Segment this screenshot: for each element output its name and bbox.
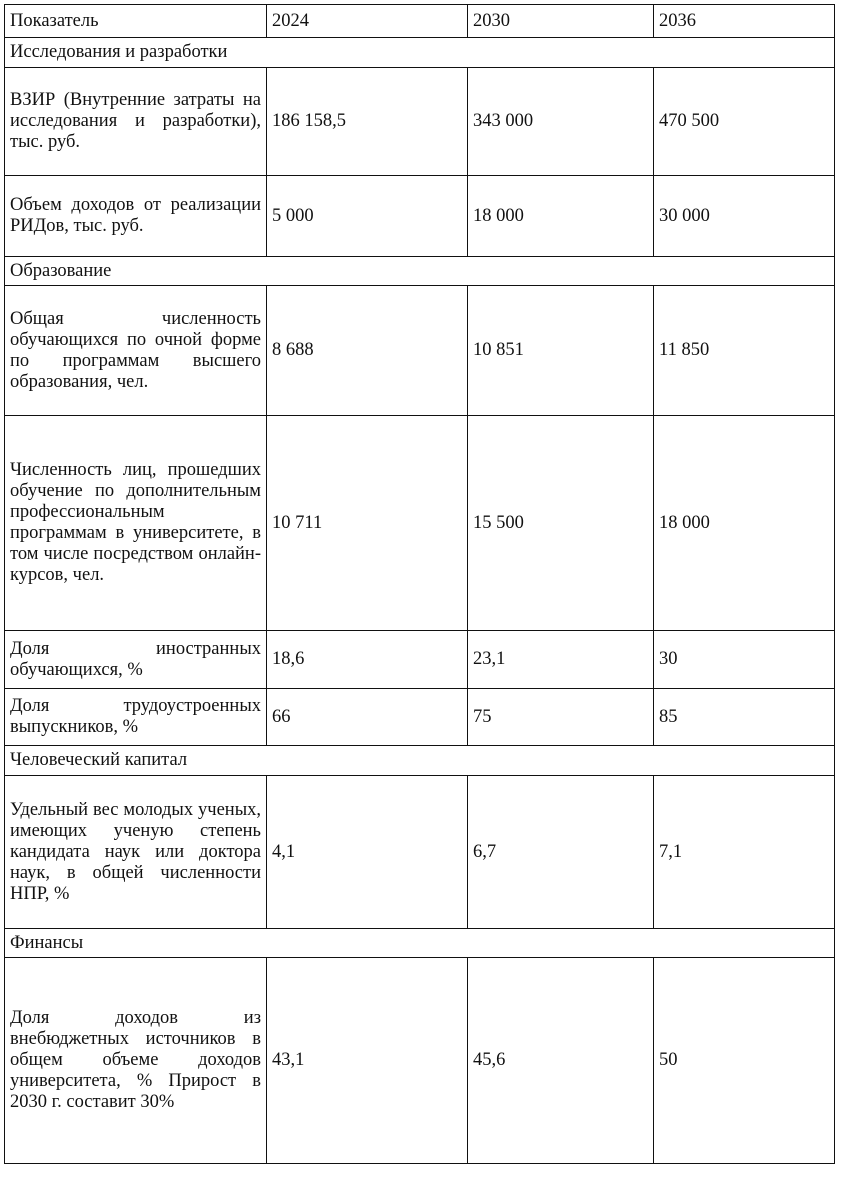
value-2036: 11 850 [654,286,835,416]
value-2024: 18,6 [267,631,468,689]
section-row [5,257,835,286]
section-title: Человеческий капитал [5,746,835,776]
value-2036: 30 [654,631,835,689]
indicators-table [4,4,835,1164]
value-2036: 30 000 [654,176,835,257]
value-2030: 18 000 [468,176,654,257]
section-title: Образование [5,257,835,286]
value-2024: 186 158,5 [267,68,468,176]
section-row [5,929,835,958]
value-2024: 43,1 [267,958,468,1164]
row-indicator: Доля иностранных обучающихся, % [5,631,267,689]
document-page [4,4,834,1164]
value-2030: 10 851 [468,286,654,416]
table-row [5,776,835,929]
table-header-row [5,5,835,38]
row-indicator: ВЗИР (Внутренние затраты на исследования и разработки), тыс. руб. [5,68,267,176]
table-row [5,689,835,746]
table-row [5,68,835,176]
section-row [5,38,835,68]
row-indicator: Доля трудоустроенных выпускников, % [5,689,267,746]
value-2024: 8 688 [267,286,468,416]
row-indicator: Объем доходов от реализации РИДов, тыс. руб. [5,176,267,257]
value-2024: 5 000 [267,176,468,257]
table-row [5,176,835,257]
value-2024: 4,1 [267,776,468,929]
row-indicator: Численность лиц, прошедших обучение по дополнительным профессиональным программам в университете, в том числе посредством онлайн- курсов, чел. [5,416,267,631]
table-row [5,631,835,689]
section-title: Финансы [5,929,835,958]
value-2036: 50 [654,958,835,1164]
header-year-2030: 2030 [468,5,654,38]
header-year-2024: 2024 [267,5,468,38]
value-2030: 23,1 [468,631,654,689]
value-2024: 10 711 [267,416,468,631]
table-row [5,958,835,1164]
value-2036: 85 [654,689,835,746]
header-indicator: Показатель [5,5,267,38]
row-indicator: Доля доходов из внебюджетных источников в общем объеме доходов университета, % Прирост в 2030 г. составит 30% [5,958,267,1164]
value-2030: 343 000 [468,68,654,176]
value-2036: 7,1 [654,776,835,929]
header-year-2036: 2036 [654,5,835,38]
value-2036: 470 500 [654,68,835,176]
table-row [5,416,835,631]
value-2030: 6,7 [468,776,654,929]
row-indicator: Удельный вес молодых ученых, имеющих ученую степень кандидата наук или доктора наук, в общей численности НПР, % [5,776,267,929]
value-2024: 66 [267,689,468,746]
value-2030: 15 500 [468,416,654,631]
value-2030: 45,6 [468,958,654,1164]
section-title: Исследования и разработки [5,38,835,68]
section-row [5,746,835,776]
value-2036: 18 000 [654,416,835,631]
value-2030: 75 [468,689,654,746]
table-row [5,286,835,416]
row-indicator: Общая численность обучающихся по очной форме по программам высшего образования, чел. [5,286,267,416]
